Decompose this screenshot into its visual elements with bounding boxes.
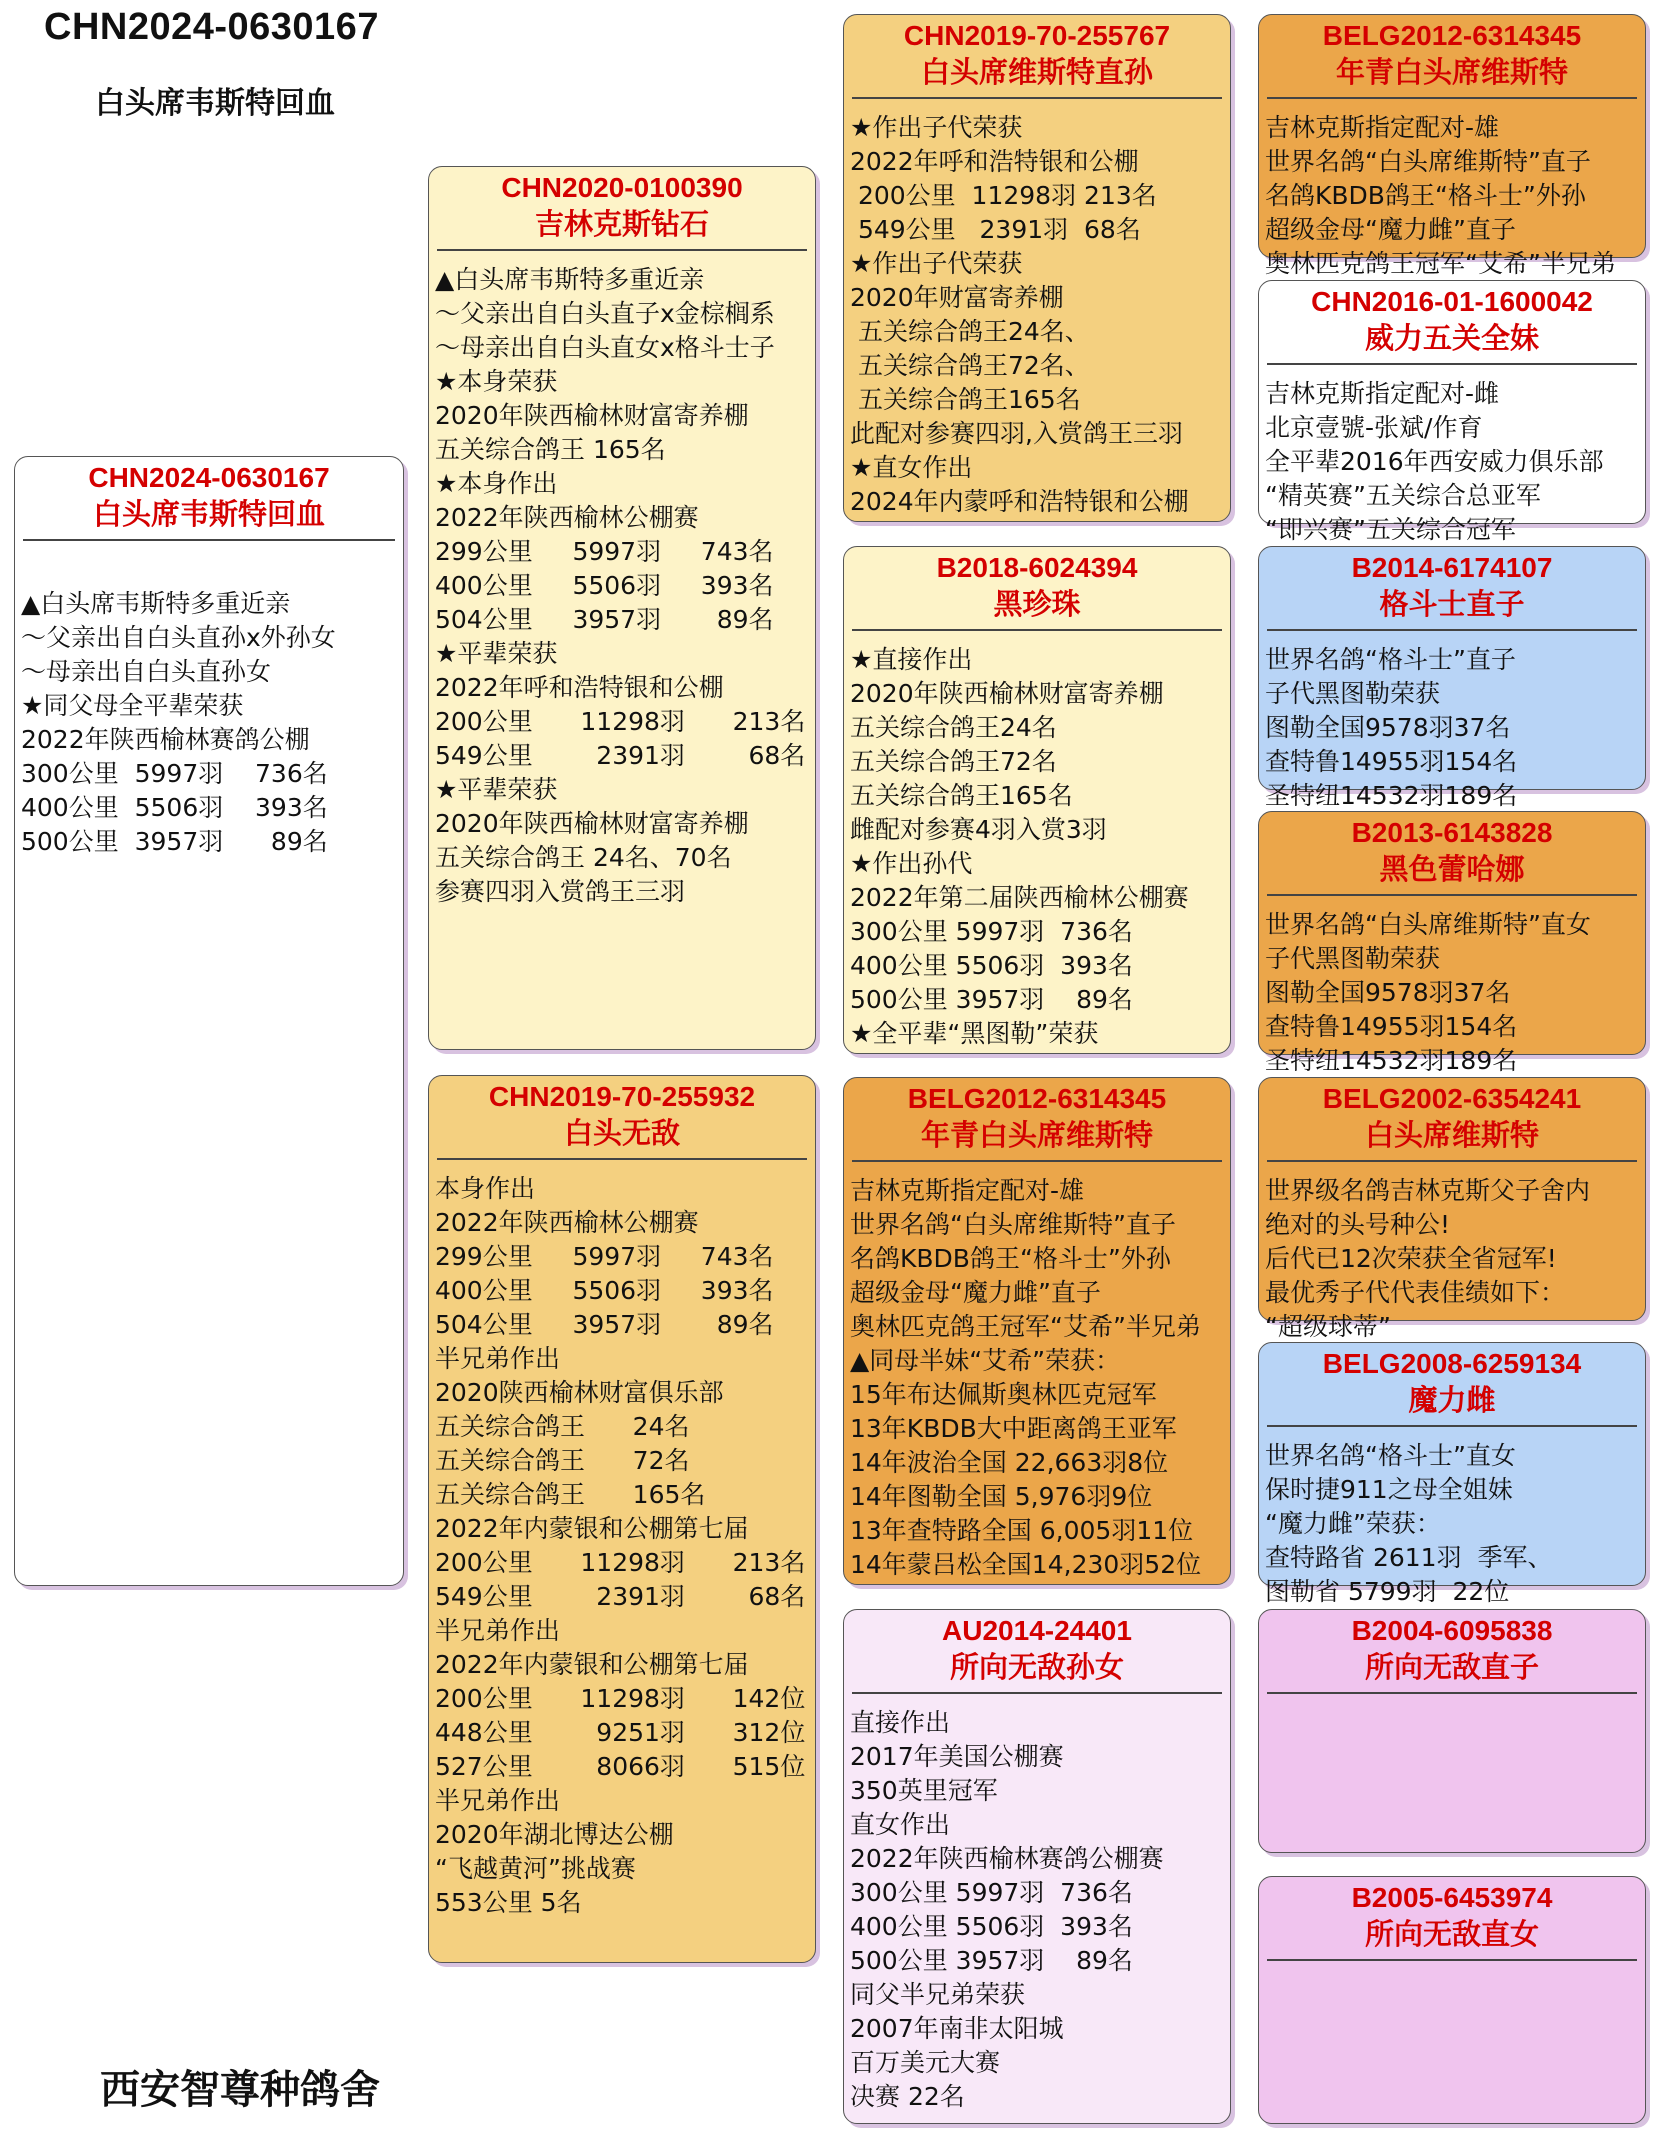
achievement-line: 子代黑图勒荣获 (1265, 679, 1441, 708)
ring-number: AU2014-24401 (942, 1615, 1132, 1646)
pedigree-card-dam (428, 1075, 816, 1963)
achievement-line: 最优秀子代代表佳绩如下： (1265, 1278, 1566, 1307)
achievement-line: 299公里 5997羽 743名 (435, 537, 774, 566)
achievement-line: 2007年南非太阳城 (850, 2014, 1064, 2043)
achievements-text (1259, 1961, 1645, 1973)
pigeon-name: 吉林克斯钻石 (534, 207, 709, 241)
achievement-line: 500公里 3957羽 89名 (850, 1946, 1133, 1975)
achievement-line: 2022年陕西榆林赛鸽公棚 (21, 725, 310, 754)
achievement-line: 保时捷911之母全姐妹 (1265, 1475, 1513, 1504)
achievements-text (844, 1162, 1230, 1582)
pedigree-card-sire-sire (843, 14, 1231, 522)
achievement-line: ▲白头席韦斯特多重近亲 (21, 589, 291, 618)
achievement-line: 世界名鸽“格斗士”直子 (1265, 645, 1516, 674)
achievement-line: 查特鲁14955羽154名 (1265, 1012, 1518, 1041)
achievement-line: 五关综合鸽王165名 (850, 385, 1081, 414)
achievement-line: 14年蒙吕松全国14,230羽52位 (850, 1550, 1202, 1579)
achievement-line: ★全平辈“黑图勒”荣获 (850, 1019, 1099, 1048)
achievement-line: 世界级名鸽吉林克斯父子舍内 (1265, 1176, 1591, 1205)
ring-number: B2014-6174107 (1351, 552, 1553, 583)
achievement-line: 200公里 11298羽 142位 (435, 1684, 806, 1713)
achievement-line: 2022年呼和浩特银和公棚 (850, 147, 1139, 176)
achievement-line: 2020年湖北博达公棚 (435, 1820, 674, 1849)
ring-number: BELG2002-6354241 (1322, 1083, 1582, 1114)
achievement-line: ★作出子代荣获 (850, 249, 1023, 278)
achievement-line: 400公里 5506羽 393名 (850, 1912, 1133, 1941)
achievements-text (1259, 365, 1645, 547)
achievements-text (1259, 1694, 1645, 1706)
achievement-line: 300公里 5997羽 736名 (21, 759, 328, 788)
achievement-line: 549公里 2391羽 68名 (435, 1582, 806, 1611)
achievement-line: 549公里 2391羽 68名 (850, 215, 1141, 244)
achievement-line: 400公里 5506羽 393名 (21, 793, 328, 822)
ring-number: CHN2019-70-255767 (903, 20, 1171, 51)
pigeon-name: 黑珍珠 (993, 587, 1081, 621)
achievement-line: 2022年第二届陕西榆林公棚赛 (850, 883, 1189, 912)
achievements-text (1259, 1427, 1645, 1609)
achievement-line: ★直接作出 (850, 645, 973, 674)
pedigree-card-sire (428, 166, 816, 1050)
pigeon-name: 白头席维斯特 (1364, 1118, 1539, 1152)
pedigree-card-subject (14, 456, 404, 1586)
achievements-text (429, 1160, 815, 1920)
achievement-line: 504公里 3957羽 89名 (435, 605, 774, 634)
achievement-line: 2020陕西榆林财富俱乐部 (435, 1378, 724, 1407)
achievement-line: 世界名鸽“格斗士”直女 (1265, 1441, 1516, 1470)
achievement-line: 后代已12次荣获全省冠军! (1265, 1244, 1557, 1273)
pedigree-card-sire-dam-sire (1258, 546, 1646, 810)
achievement-line: 2017年美国公棚赛 (850, 1742, 1064, 1771)
achievement-line: 半兄弟作出 (435, 1616, 561, 1645)
achievement-line: 2022年内蒙银和公棚第七届 (435, 1650, 749, 1679)
achievement-line: 吉林克斯指定配对-雌 (1265, 379, 1500, 408)
pigeon-name: 白头席韦斯特回血 (92, 497, 325, 531)
achievement-line: 北京壹號-张斌/作育 (1265, 413, 1483, 442)
pigeon-name: 格斗士直子 (1379, 587, 1525, 621)
achievement-line: ～父亲出自白头直子x金棕榈系 (435, 299, 775, 328)
achievement-line: 名鸽KBDB鸽王“格斗士”外孙 (850, 1244, 1171, 1273)
achievement-line: 查特路省 2611羽 季军、 (1265, 1543, 1553, 1572)
achievement-line: 200公里 11298羽 213名 (435, 1548, 806, 1577)
achievement-line: ★本身荣获 (435, 367, 558, 396)
achievement-line: 同父半兄弟荣获 (850, 1980, 1026, 2009)
achievements-text (1259, 896, 1645, 1078)
pedigree-card-dam-sire-dam (1258, 1342, 1646, 1606)
achievement-line: 500公里 3957羽 89名 (850, 985, 1133, 1014)
achievement-line: ～父亲出自白头直孙x外孙女 (21, 623, 336, 652)
achievement-line: 2022年呼和浩特银和公棚 (435, 673, 724, 702)
pedigree-card-dam-dam (843, 1609, 1231, 2124)
achievement-line: ～母亲出自白头直孙女 (21, 657, 272, 686)
achievement-line: 500公里 3957羽 89名 (21, 827, 328, 856)
achievement-line: 553公里 5名 (435, 1888, 582, 1917)
ring-number: BELG2012-6314345 (907, 1083, 1167, 1114)
achievement-line: 五关综合鸽王 165名 (435, 1480, 706, 1509)
achievement-line: 15年布达佩斯奥林匹克冠军 (850, 1380, 1157, 1409)
ring-number: CHN2016-01-1600042 (1311, 286, 1593, 317)
achievement-line: 世界名鸽“白头席维斯特”直子 (1265, 147, 1591, 176)
pedigree-card-dam-dam-sire (1258, 1609, 1646, 1853)
achievement-line: 参赛四羽入赏鸽王三羽 (435, 877, 686, 906)
achievement-line: 超级金母“魔力雌”直子 (850, 1278, 1101, 1307)
achievements-text (429, 251, 815, 909)
achievement-line: 504公里 3957羽 89名 (435, 1310, 774, 1339)
achievement-line: ★作出孙代 (850, 849, 973, 878)
achievement-line: 吉林克斯指定配对-雄 (850, 1176, 1085, 1205)
achievement-line: 400公里 5506羽 393名 (435, 571, 774, 600)
achievement-line: 圣特纽14532羽189名 (1265, 781, 1518, 810)
achievement-line: ★本身作出 (435, 469, 558, 498)
pigeon-name: 魔力雌 (1408, 1383, 1496, 1417)
ring-number: CHN2019-70-255932 (488, 1081, 756, 1112)
achievement-line: 300公里 5997羽 736名 (850, 1878, 1133, 1907)
achievements-text (1259, 1162, 1645, 1344)
pedigree-card-sire-dam-dam (1258, 811, 1646, 1075)
achievement-line: 此配对参赛四羽,入赏鸽王三羽 (850, 419, 1183, 448)
pedigree-card-dam-sire-sire (1258, 1077, 1646, 1341)
ring-number: CHN2024-0630167 (88, 462, 330, 493)
pedigree-card-dam-sire (843, 1077, 1231, 1585)
pedigree-card-sire-sire-dam (1258, 280, 1646, 544)
achievement-line: “精英赛”五关综合总亚军 (1265, 481, 1541, 510)
pigeon-name: 白头席维斯特直孙 (920, 55, 1153, 89)
achievement-line: 圣特纽14532羽189名 (1265, 1046, 1518, 1075)
achievement-line: 世界名鸽“白头席维斯特”直子 (850, 1210, 1176, 1239)
pigeon-name: 威力五关全妹 (1364, 321, 1539, 355)
pedigree-card-sire-dam (843, 546, 1231, 1054)
achievement-line: ★平辈荣获 (435, 775, 558, 804)
achievement-line: 图勒省 5799羽 22位 (1265, 1577, 1510, 1606)
achievement-line: 五关综合鸽王72名、 (850, 351, 1090, 380)
ring-number: B2018-6024394 (936, 552, 1138, 583)
achievement-line: ★直女作出 (850, 453, 973, 482)
achievement-line: 名鸽KBDB鸽王“格斗士”外孙 (1265, 181, 1586, 210)
ring-number: CHN2020-0100390 (501, 172, 743, 203)
achievement-line: 直接作出 (850, 1708, 951, 1737)
achievement-line: 五关综合鸽王24名、 (850, 317, 1090, 346)
achievement-line: 2020年陕西榆林财富寄养棚 (850, 679, 1164, 708)
achievement-line: 本身作出 (435, 1174, 536, 1203)
achievement-line: 直女作出 (850, 1810, 951, 1839)
achievement-line: ★同父母全平辈荣获 (21, 691, 244, 720)
achievement-line: 世界名鸽“白头席维斯特”直女 (1265, 910, 1591, 939)
achievement-line: 13年查特路全国 6,005羽11位 (850, 1516, 1194, 1545)
achievement-line: 图勒全国9578羽37名 (1265, 713, 1511, 742)
achievement-line: 2022年陕西榆林公棚赛 (435, 503, 699, 532)
achievement-line: 300公里 5997羽 736名 (850, 917, 1133, 946)
achievement-line: ～母亲出自白头直女x格斗士子 (435, 333, 775, 362)
ring-number: BELG2012-6314345 (1322, 20, 1582, 51)
achievements-text (1259, 99, 1645, 281)
achievement-line: 五关综合鸽王72名 (850, 747, 1057, 776)
ring-number: BELG2008-6259134 (1322, 1348, 1582, 1379)
achievement-line: “飞越黄河”挑战赛 (435, 1854, 636, 1883)
achievement-line: 半兄弟作出 (435, 1786, 561, 1815)
achievement-line: 2022年陕西榆林赛鸽公棚赛 (850, 1844, 1164, 1873)
achievement-line: 百万美元大赛 (850, 2048, 1001, 2077)
achievement-line: “魔力雌”荣获： (1265, 1509, 1441, 1538)
achievement-line: 子代黑图勒荣获 (1265, 944, 1441, 973)
achievement-line: ▲同母半妹“艾希”荣获： (850, 1346, 1121, 1375)
achievements-text (15, 541, 403, 859)
achievement-line: 五关综合鸽王 165名 (435, 435, 666, 464)
achievement-line: ★平辈荣获 (435, 639, 558, 668)
achievement-line: 299公里 5997羽 743名 (435, 1242, 774, 1271)
pigeon-name: 白头无敌 (563, 1116, 680, 1150)
achievement-line: 14年图勒全国 5,976羽9位 (850, 1482, 1153, 1511)
loft-name-footer: 西安智尊种鸽舍 (100, 2067, 380, 2113)
achievement-line: 奥林匹克鸽王冠军“艾希”半兄弟 (1265, 249, 1616, 278)
achievements-text (844, 631, 1230, 1051)
ring-number: B2005-6453974 (1351, 1882, 1553, 1913)
achievement-line: 527公里 8066羽 515位 (435, 1752, 806, 1781)
pigeon-name: 黑色蕾哈娜 (1379, 852, 1525, 886)
achievement-line: 200公里 11298羽 213名 (435, 707, 806, 736)
achievement-line: 549公里 2391羽 68名 (435, 741, 806, 770)
achievement-line: 半兄弟作出 (435, 1344, 561, 1373)
achievement-line: 200公里 11298羽 213名 (850, 181, 1157, 210)
achievement-line: 五关综合鸽王 24名 (435, 1412, 690, 1441)
pigeon-name: 年青白头席维斯特 (920, 1118, 1153, 1152)
achievements-text (844, 99, 1230, 519)
achievement-line: 13年KBDB大中距离鸽王亚军 (850, 1414, 1177, 1443)
achievement-line (21, 553, 403, 587)
achievement-line: 决赛 22名 (850, 2082, 965, 2111)
achievement-line: 查特鲁14955羽154名 (1265, 747, 1518, 776)
achievement-line: 超级金母“魔力雌”直子 (1265, 215, 1516, 244)
pedigree-card-sire-sire-sire (1258, 14, 1646, 278)
header-ring-number: CHN2024-0630167 (44, 6, 379, 48)
achievement-line: 吉林克斯指定配对-雄 (1265, 113, 1500, 142)
pigeon-name: 所向无敌直子 (1364, 1650, 1539, 1684)
achievement-line: 2022年内蒙银和公棚第七届 (435, 1514, 749, 1543)
achievement-line: 2020年财富寄养棚 (850, 283, 1064, 312)
achievement-line: 全平辈2016年西安威力俱乐部 (1265, 447, 1604, 476)
achievement-line: 400公里 5506羽 393名 (435, 1276, 774, 1305)
pedigree-card-dam-dam-dam (1258, 1876, 1646, 2124)
achievements-text (844, 1694, 1230, 2114)
achievement-line: 14年波治全国 22,663羽8位 (850, 1448, 1169, 1477)
achievement-line: 2020年陕西榆林财富寄养棚 (435, 809, 749, 838)
header-pigeon-name: 白头席韦斯特回血 (95, 86, 335, 121)
pigeon-name: 所向无敌孙女 (949, 1650, 1124, 1684)
achievement-line: 五关综合鸽王165名 (850, 781, 1073, 810)
achievement-line: 五关综合鸽王24名 (850, 713, 1057, 742)
achievement-line: 奥林匹克鸽王冠军“艾希”半兄弟 (850, 1312, 1201, 1341)
achievement-line: 350英里冠军 (850, 1776, 998, 1805)
achievement-line: ▲白头席韦斯特多重近亲 (435, 265, 705, 294)
achievement-line: 400公里 5506羽 393名 (850, 951, 1133, 980)
achievement-line: 448公里 9251羽 312位 (435, 1718, 806, 1747)
achievement-line: “即兴赛”五关综合冠军 (1265, 515, 1516, 544)
achievement-line: 2024年内蒙呼和浩特银和公棚 (850, 487, 1189, 516)
achievement-line: 图勒全国9578羽37名 (1265, 978, 1511, 1007)
pigeon-name: 年青白头席维斯特 (1335, 55, 1568, 89)
achievement-line: 绝对的头号种公! (1265, 1210, 1451, 1239)
achievement-line: 2022年陕西榆林公棚赛 (435, 1208, 699, 1237)
achievement-line: 2020年陕西榆林财富寄养棚 (435, 401, 749, 430)
pigeon-name: 所向无敌直女 (1364, 1917, 1539, 1951)
achievement-line: 雌配对参赛4羽入赏3羽 (850, 815, 1107, 844)
achievement-line: ★作出子代荣获 (850, 113, 1023, 142)
achievement-line: 五关综合鸽王 72名 (435, 1446, 690, 1475)
ring-number: B2004-6095838 (1351, 1615, 1553, 1646)
achievements-text (1259, 631, 1645, 813)
achievement-line: 五关综合鸽王 24名、70名 (435, 843, 732, 872)
achievement-line: “超级球蒂” (1265, 1312, 1391, 1341)
ring-number: B2013-6143828 (1351, 817, 1553, 848)
